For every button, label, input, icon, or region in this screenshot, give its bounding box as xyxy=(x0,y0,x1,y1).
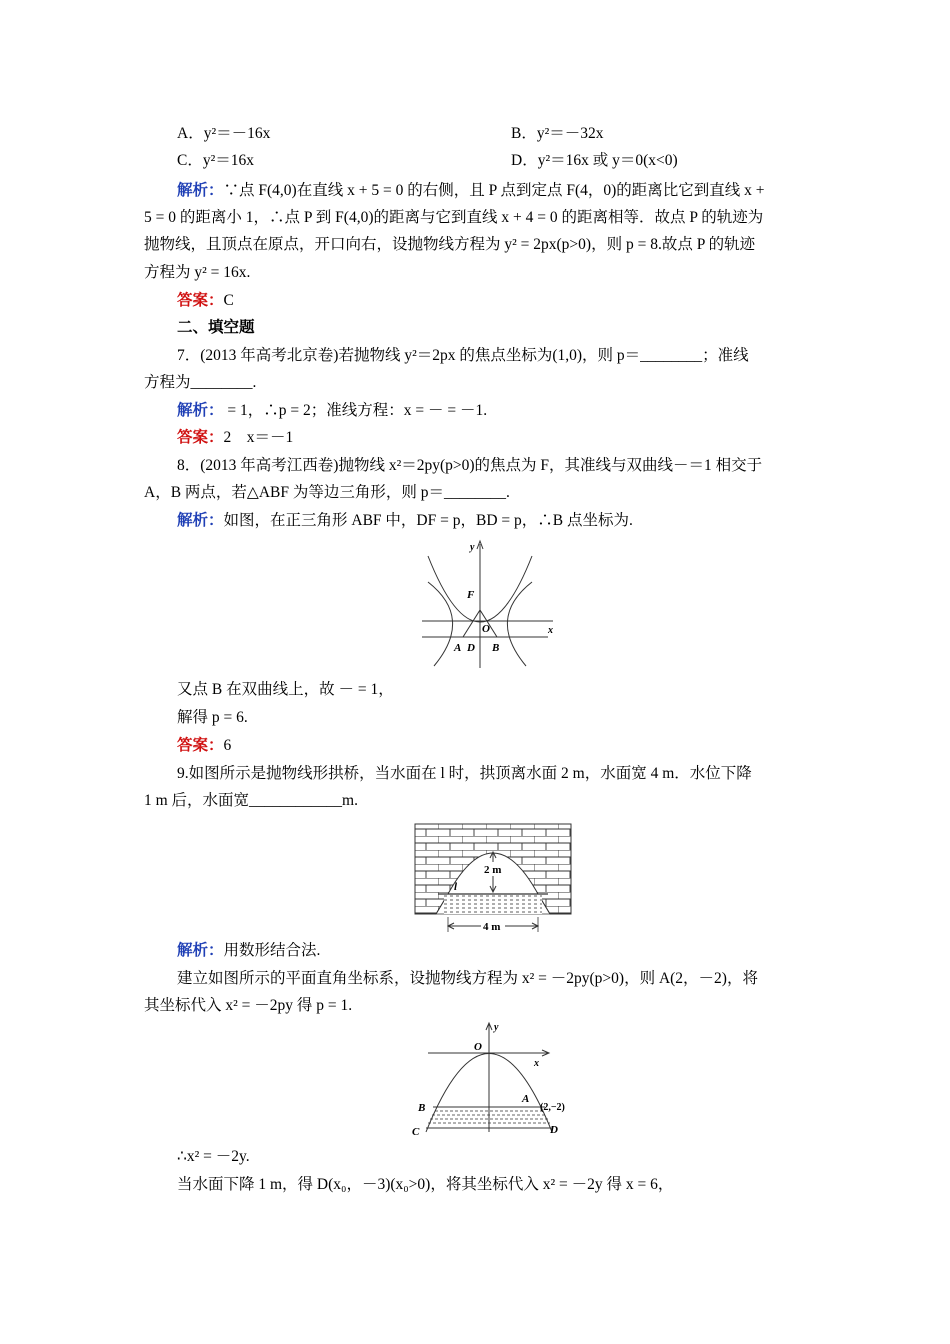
q8-after-2: 解得 p = 6. xyxy=(177,709,248,726)
q9-text-3: ∴x² = －2y. xyxy=(177,1148,250,1165)
q8-after-1: 又点 B 在双曲线上，故 － = 1， xyxy=(177,681,394,698)
option-b: B．y²＝－32x xyxy=(511,125,604,142)
a-label: A xyxy=(454,642,462,654)
option-d: D．y²＝16x 或 y＝0(x<0) xyxy=(511,152,678,169)
arch-bridge-figure xyxy=(414,822,572,934)
answer-value: 2 x＝－1 xyxy=(223,429,294,446)
q6-analysis-line-2: 5 = 0 的距离小 1，∴点 P 到 F(4,0)的距离与它到直线 x + 4 = 0 的距离相等．故点 P 的轨迹为 xyxy=(144,209,764,226)
q9-text-1: 建立如图所示的平面直角坐标系，设抛物线方程为 x² = －2py(p>0)，则 A(2，－2)，将 xyxy=(177,970,758,987)
hyperbola-right-branch xyxy=(507,582,532,666)
answer-label: 答案： xyxy=(177,292,224,309)
b-label: B xyxy=(418,1102,426,1114)
q8-line-2: A，B 两点，若△ABF 为等边三角形，则 p＝________. xyxy=(144,484,510,501)
d-label: D xyxy=(467,642,475,654)
q9-line-1: 9.如图所示是抛物线形拱桥，当水面在 l 时，拱顶离水面 2 m，水面宽 4 m．水位下降 xyxy=(177,765,752,782)
q7-line-2: 方程为________. xyxy=(144,374,257,391)
analysis-text: = 1，∴p = 2；准线方程：x = － = －1. xyxy=(223,402,488,419)
section-title: 二、填空题 xyxy=(177,319,255,336)
analysis-text: 如图，在正三角形 ABF 中，DF = p，BD = p，∴B 点坐标为. xyxy=(223,512,633,529)
q6-analysis-line-1 xyxy=(177,181,765,201)
a-label: A xyxy=(522,1093,530,1105)
parabola-hyperbola-figure xyxy=(408,538,558,670)
analysis-label: 解析： xyxy=(177,402,224,419)
q9-text-4: 当水面下降 1 m，得 D(x₀，－3)(x₀>0)，将其坐标代入 x² = －2y 得 x = 6， xyxy=(177,1176,674,1193)
water-area xyxy=(444,894,542,914)
y-label: y xyxy=(494,1022,499,1033)
width-label: 4 m xyxy=(483,921,501,933)
analysis-label: 解析： xyxy=(177,512,224,529)
analysis-text: ∵点 F(4,0)在直线 x + 5 = 0 的右侧，且 P 点到定点 F(4，0)的距离比它到直线 x + xyxy=(223,182,765,199)
analysis-label: 解析： xyxy=(177,942,224,959)
q8-line-1: 8．(2013 年高考江西卷)抛物线 x²＝2py(p>0)的焦点为 F，其准线与双曲线－＝1 相交于 xyxy=(177,457,763,474)
b-label: B xyxy=(492,642,500,654)
analysis-text: 用数形结合法. xyxy=(223,942,321,959)
q9-analysis xyxy=(177,941,320,961)
l-label: l xyxy=(454,881,458,893)
q6-answer xyxy=(177,291,234,311)
o-label: O xyxy=(482,623,490,635)
answer-value: C xyxy=(223,292,234,309)
q7-answer xyxy=(177,428,293,448)
answer-label: 答案： xyxy=(177,429,224,446)
option-a: A．y²＝－16x xyxy=(177,125,271,142)
q8-answer xyxy=(177,736,231,756)
answer-value: 6 xyxy=(223,737,232,754)
q9-line-2: 1 m 后，水面宽____________m. xyxy=(144,792,358,809)
y-label: y xyxy=(470,542,475,553)
answer-label: 答案： xyxy=(177,737,224,754)
a-coord-label: (2,−2) xyxy=(540,1102,565,1113)
height-label: 2 m xyxy=(484,864,502,876)
q8-analysis xyxy=(177,511,633,531)
x-label: x xyxy=(534,1058,539,1069)
q6-analysis-line-4: 方程为 y² = 16x. xyxy=(144,264,251,281)
analysis-label: 解析： xyxy=(177,182,224,199)
d-label: D xyxy=(550,1124,558,1136)
q9-text-2: 其坐标代入 x² = －2py 得 p = 1. xyxy=(144,997,353,1014)
o-label: O xyxy=(474,1041,482,1053)
f-label: F xyxy=(467,589,475,601)
q7-line-1: 7．(2013 年高考北京卷)若抛物线 y²＝2px 的焦点坐标为(1,0)，则 p＝________；准线 xyxy=(177,347,749,364)
x-label: x xyxy=(548,625,553,636)
q6-analysis-line-3: 抛物线，且顶点在原点，开口向右，设抛物线方程为 y² = 2px(p>0)，则 p = 8.故点 P 的轨迹 xyxy=(144,236,756,253)
q7-analysis xyxy=(177,401,487,421)
coordinate-parabola-figure xyxy=(410,1020,580,1138)
option-c: C．y²＝16x xyxy=(177,152,254,169)
hyperbola-left-branch xyxy=(428,582,453,666)
c-label: C xyxy=(412,1126,420,1138)
